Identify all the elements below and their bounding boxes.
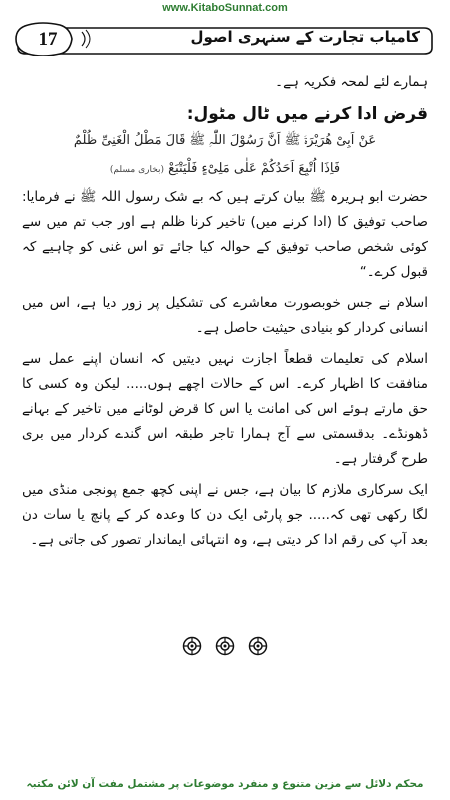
page-number: 17 xyxy=(38,29,58,50)
section-heading: قرض ادا کرنے میں ٹال مٹول: xyxy=(186,104,428,124)
paragraph-hadith-translation: حضرت ابو ہریرہ ﷺ بیان کرتے ہیں کہ بے شک رسول اللہ ﷺ نے فرمایا: صاحب توفیق کا (ادا کرنے میں) تاخیر کرنا ظلم ہے اور جب تم میں سے کوئی شخص صاحب توفیق کے حوالہ کیا جائے تو اس غنی کو چاہیے کہ قبول کرے۔“ xyxy=(22,189,428,280)
paragraph-islamic-teachings: اسلام کی تعلیمات قطعاً اجازت نہیں دیتیں کہ انسان اپنے عمل سے منافقت کا اظہار کرے۔ اس کے حالات اچھے ہوں..... لیکن وہ کسی کا حق مارتے ہوئے اس کی امانت یا اس کا قرض لوٹانے میں تاخیر کے بہانے ڈھونڈے۔ بدقسمتی سے آج ہمارا تاجر طبقہ اس گندے کردار میں بری طرح گرفتار ہے۔ xyxy=(22,351,428,467)
flower-ornament-icon xyxy=(248,636,268,656)
footer-tagline-link[interactable]: محکم دلائل سے مزین متنوع و منفرد موضوعات پر مشتمل مفت آن لائن مکتبہ xyxy=(26,778,424,790)
flower-ornament-icon xyxy=(182,636,202,656)
page-content xyxy=(22,70,428,553)
intro-line: ہمارے لئے لمحہ فکریہ ہے۔ xyxy=(275,74,428,90)
flower-ornament-icon xyxy=(215,636,235,656)
site-url-link[interactable]: www.KitaboSunnat.com xyxy=(162,2,288,14)
hadith-arabic-text: فَاِذَا اُتْبِعَ اَحَدُکُمْ عَلٰی مَلِیْءٍ فَلْیَتْبَعْ xyxy=(168,161,341,176)
paragraph-government-employee: ایک سرکاری ملازم کا بیان ہے، جس نے اپنی کچھ جمع پونجی منڈی میں لگا رکھی تھی کہ..... جو پارٹی ایک دن کا وعدہ کر کے پانچ یا سات دن بعد آپ کی رقم ادا کر دیتی ہے، وہ انتہائی ایماندار تصور کی جاتی ہے۔ xyxy=(22,482,428,548)
hadith-arabic-line-2 xyxy=(22,156,428,183)
section-ornaments xyxy=(0,636,450,660)
hadith-reference: (بخاری مسلم) xyxy=(109,165,165,175)
book-title: کامیاب تجارت کے سنہری اصول xyxy=(190,28,420,46)
hadith-arabic-line-1: عَنْ اَبِیْ ھُرَیْرَۃَ ﷺ اَنَّ رَسُوْلَ اللّٰہِ ﷺ قَالَ مَطْلُ الْغَنِیِّ ظُلْمٌ xyxy=(73,133,377,148)
paragraph-islamic-society: اسلام نے جس خوبصورت معاشرے کی تشکیل پر زور دیا ہے، اس میں انسانی کردار کو بنیادی حیثیت حاصل ہے۔ xyxy=(22,295,428,336)
